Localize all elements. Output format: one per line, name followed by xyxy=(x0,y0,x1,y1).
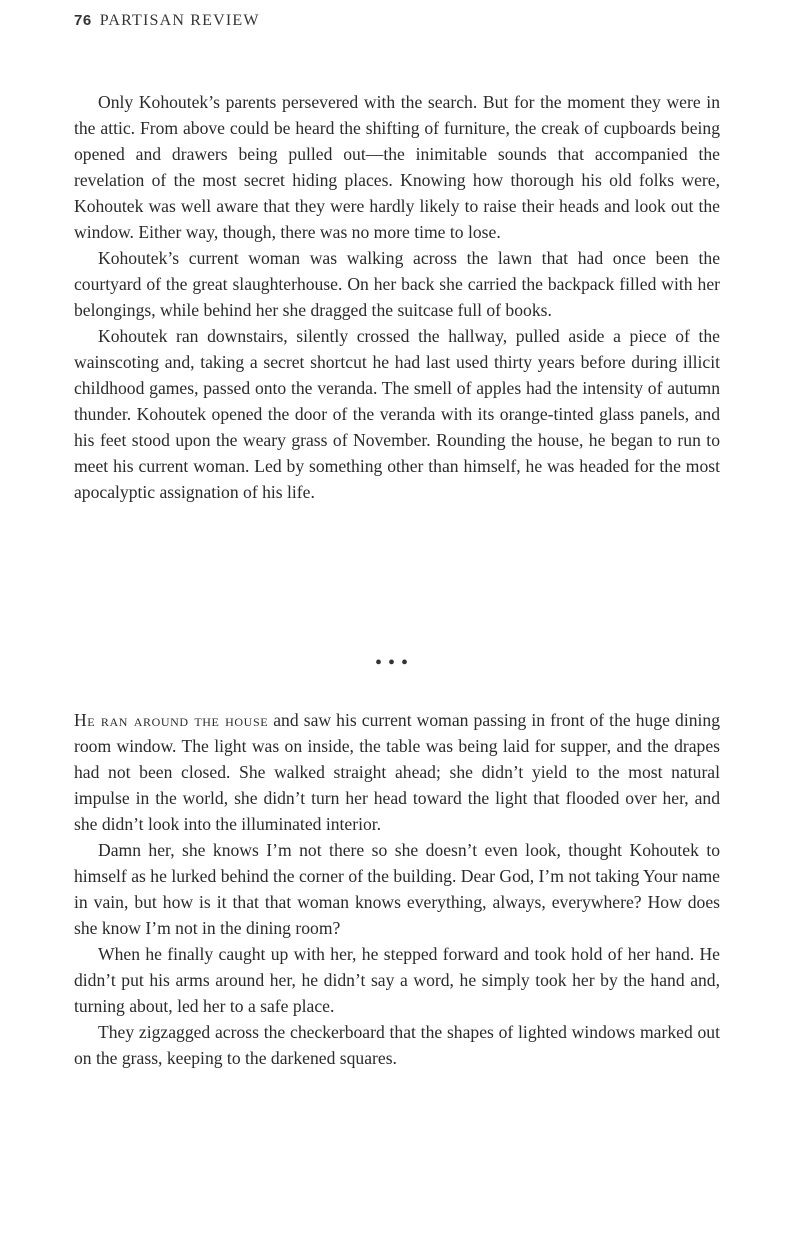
paragraph: Kohoutek ran downstairs, silently crossed the hallway, pulled aside a piece of the wainscoting and, taking a secret shortcut he had last used thirty years before during illicit childhood games, passed onto the veranda. The smell of apples had the intensity of autumn thunder. Kohoutek opened the door of the veranda with its orange-tinted glass panels, and his feet stood upon the weary grass of November. Rounding the house, he began to run to meet his current woman. Led by something other than himself, he was headed for the most apocalyptic assignation of his life. xyxy=(74,326,720,502)
lead-in-small-caps: He ran around the house xyxy=(74,710,269,730)
body-text-section-2 xyxy=(74,707,720,1071)
paragraph: Kohoutek’s current woman was walking across the lawn that had once been the courtyard of the great slaughterhouse. On her back she carried the backpack filled with her belongings, while behind her she dragged the suitcase full of books. xyxy=(74,248,720,320)
paragraph xyxy=(74,707,720,837)
page-number: 76 xyxy=(74,12,92,29)
paragraph: Damn her, she knows I’m not there so she doesn’t even look, thought Kohoutek to himself as he lurked behind the corner of the building. Dear God, I’m not taking Your name in vain, but how is it that that woman knows everything, always, everywhere? How does she know I’m not in the dining room? xyxy=(74,840,720,938)
paragraph: When he finally caught up with her, he stepped forward and took hold of her hand. He didn’t put his arms around her, he didn’t say a word, he simply took her by the hand and, turning about, led her to a safe place. xyxy=(74,944,720,1016)
body-text-section-1 xyxy=(74,89,720,505)
paragraph: They zigzagged across the checkerboard that the shapes of lighted windows marked out on the grass, keeping to the darkened squares. xyxy=(74,1022,720,1068)
paragraph-text: and saw his current woman passing in front of the huge dining room window. The light was on inside, the table was being laid for supper, and the drapes had not been closed. She walked straight ahead; she didn’t yield to the most natural impulse in the world, she didn’t turn her head toward the light that flooded over her, and she didn’t look into the illuminated interior. xyxy=(74,710,720,834)
section-separator: ••• xyxy=(374,652,414,674)
paragraph: Only Kohoutek’s parents persevered with the search. But for the moment they were in the attic. From above could be heard the shifting of furniture, the creak of cupboards being opened and drawers being pulled out—the inimitable sounds that accompanied the revelation of the most secret hiding places. Knowing how thorough his old folks were, Kohoutek was well aware that they were hardly likely to raise their heads and look out the window. Either way, though, there was no more time to lose. xyxy=(74,92,720,242)
running-header xyxy=(74,12,260,30)
journal-title: PARTISAN REVIEW xyxy=(99,12,260,29)
